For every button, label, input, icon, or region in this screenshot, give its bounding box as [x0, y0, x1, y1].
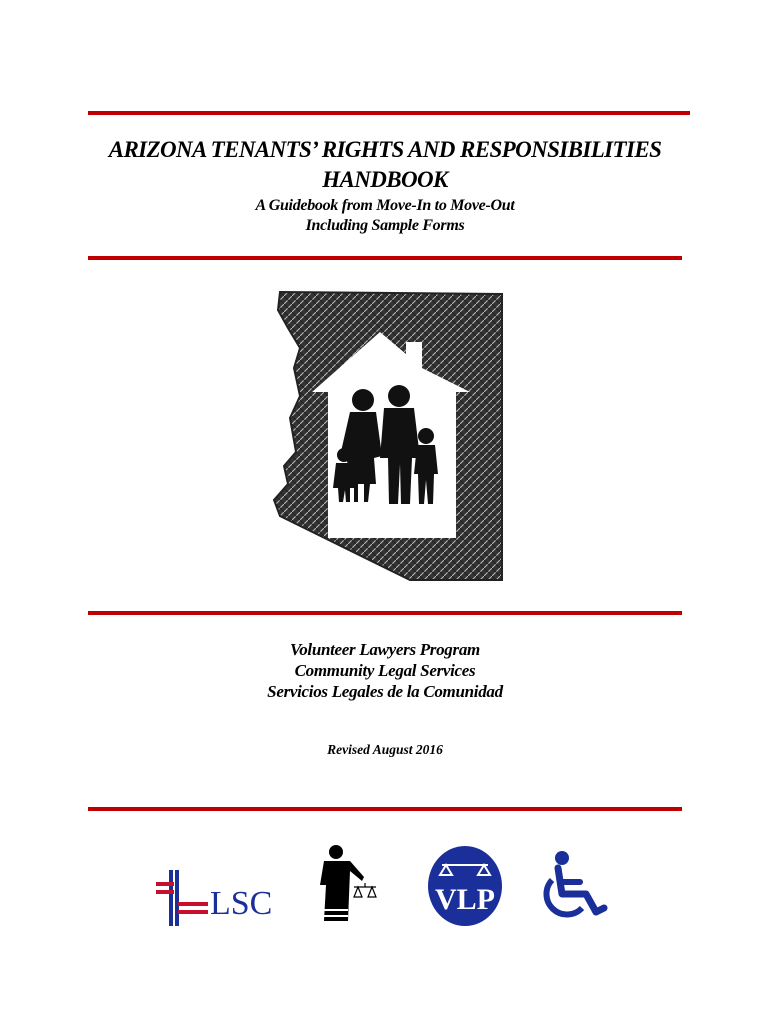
rule-2: [88, 256, 682, 260]
subtitle-line-2: Including Sample Forms: [305, 217, 465, 234]
title-line-1: ARIZONA TENANTS’ RIGHTS AND RESPONSIBILITIES: [108, 137, 662, 162]
subtitle-line-1: A Guidebook from Move-In to Move-Out: [255, 197, 515, 214]
revised-date: Revised August 2016: [327, 742, 443, 757]
top-rule: [88, 111, 690, 115]
org-slc: Servicios Legales de la Comunidad: [267, 682, 503, 701]
org-cls: Community Legal Services: [294, 661, 476, 680]
wheelchair-accessibility-icon: [540, 850, 608, 922]
rule-4: [88, 807, 682, 811]
justice-figure-logo: [320, 843, 384, 929]
vlp-logo: [426, 845, 504, 927]
vlp-logo-text: VLP: [435, 883, 495, 916]
arizona-family-illustration: [260, 288, 512, 586]
lsc-logo-text: LSC: [210, 885, 273, 922]
org-vlp: Volunteer Lawyers Program: [290, 640, 480, 659]
rule-3: [88, 611, 682, 615]
lsc-logo: [156, 870, 291, 930]
title-line-2: HANDBOOK: [322, 167, 448, 192]
